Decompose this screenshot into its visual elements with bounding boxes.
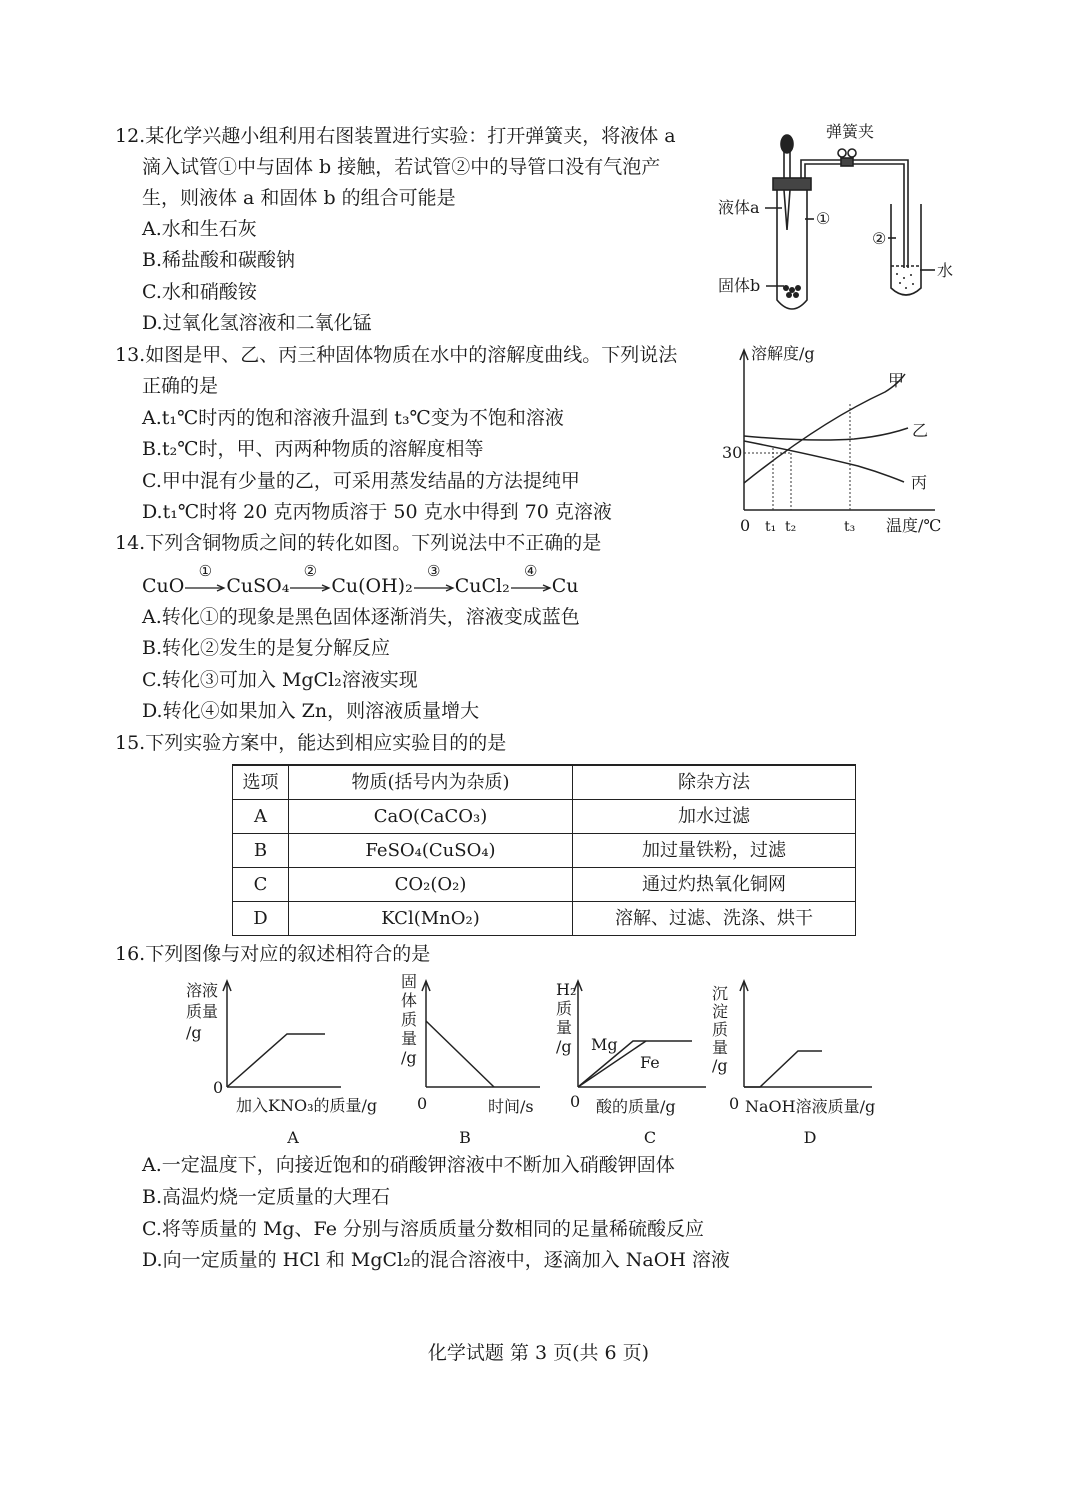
q16b-ylabel-3: 质 [401,1010,418,1029]
q12-option-c: C.水和硝酸铵 [142,281,257,303]
q16d-letter: D [803,1128,817,1147]
arrow-3-number: ③ [426,562,441,580]
q14-option-d: D.转化④如果加入 Zn，则溶液质量增大 [142,700,480,722]
cell-option: B [233,834,289,868]
q13-option-c: C.甲中混有少量的乙，可采用蒸发结晶的方法提纯甲 [142,470,580,492]
q16c-fe-label: Fe [640,1053,660,1072]
cell-method: 溶解、过滤、洗涤、烘干 [573,902,856,936]
q12-solid-label: 固体b [718,276,761,295]
chain-cuo: CuO [142,575,185,597]
cell-option: D [233,902,289,936]
q16c-ylabel-4: /g [556,1037,572,1056]
q16b-ylabel-4: 量 [401,1029,418,1048]
cell-substance: CaO(CaCO₃) [289,800,573,834]
q16c-letter: C [643,1128,657,1147]
q14-option-a: A.转化①的现象是黑色固体逐渐消失，溶液变成蓝色 [142,606,580,628]
table-row [233,868,856,902]
q16a-ylabel-3: /g [186,1023,202,1042]
chain-cu: Cu [551,575,579,597]
q16-stem: 16.下列图像与对应的叙述相符合的是 [115,943,431,965]
page-footer: 化学试题 第 3 页(共 6 页) [427,1342,650,1364]
q16a-ylabel-2: 质量 [186,1002,219,1021]
q12-stem-line3: 生，则液体 a 和固体 b 的组合可能是 [142,187,456,209]
q12-option-b: B.稀盐酸和碳酸钠 [142,249,296,271]
q16a-xlabel: 加入KNO₃的质量/g [236,1096,378,1115]
cell-method: 加水过滤 [573,800,856,834]
q13-bing-label: 丙 [911,473,928,492]
q16-option-d: D.向一定质量的 HCl 和 MgCl₂的混合溶液中，逐滴加入 NaOH 溶液 [142,1249,730,1271]
q16c-mg-label: Mg [591,1035,618,1054]
q16a-origin: 0 [213,1078,224,1097]
cell-option: A [233,800,289,834]
arrow-4-number: ④ [524,562,538,580]
table-row [233,902,856,936]
q12-liquid-label: 液体a [718,198,760,217]
q13-xlabel: 温度/℃ [886,516,942,535]
q16-graph-c [566,975,716,1095]
q16b-letter: B [459,1128,471,1147]
header-substance: 物质(括号内为杂质) [289,765,573,800]
q12-tube2-label: ② [872,229,887,248]
q16b-origin: 0 [417,1094,428,1113]
curve-bing [744,441,904,482]
q16b-ylabel-1: 固 [401,972,418,991]
chain-cucl2: CuCl₂ [454,575,510,597]
q13-stem-line1: 13.如图是甲、乙、丙三种固体物质在水中的溶解度曲线。下列说法 [115,344,678,366]
table-header-row [233,765,856,800]
q12-stem-line2: 滴入试管①中与固体 b 接触，若试管②中的导管口没有气泡产 [142,156,661,178]
cell-option: C [233,868,289,902]
q13-option-b: B.t₂℃时，甲、丙两种物质的溶解度相等 [142,438,484,460]
cell-substance: CO₂(O₂) [289,868,573,902]
q16c-xlabel: 酸的质量/g [596,1097,676,1116]
header-method: 除杂方法 [573,765,856,800]
cell-substance: KCl(MnO₂) [289,902,573,936]
q13-jia-label: 甲 [888,371,905,390]
q16-option-c: C.将等质量的 Mg、Fe 分别与溶质质量分数相同的足量稀硫酸反应 [142,1218,704,1240]
chain-cuoh2: Cu(OH)₂ [331,575,413,597]
cell-method: 通过灼热氧化铜网 [573,868,856,902]
q12-water-label: 水 [937,261,954,280]
curve-jia [744,374,905,483]
chain-cuso4: CuSO₄ [226,575,290,597]
q16d-ylabel-4: 量 [712,1038,729,1057]
q16-graph-d [732,975,882,1095]
q14-reaction-chain [142,562,579,601]
table-row [233,800,856,834]
q16b-xlabel: 时间/s [488,1097,534,1116]
arrow-2 [289,562,331,596]
q13-option-d: D.t₁℃时将 20 克丙物质溶于 50 克水中得到 70 克溶液 [142,501,612,523]
q12-tube1-label: ① [816,209,831,228]
q15-table [232,764,856,936]
q16-graph-a [215,975,345,1095]
q16c-origin: 0 [570,1092,581,1111]
q14-stem: 14.下列含铜物质之间的转化如图。下列说法中不正确的是 [115,532,602,554]
cell-substance: FeSO₄(CuSO₄) [289,834,573,868]
q16c-ylabel-2: 质 [556,999,573,1018]
curve-yi [744,428,908,440]
q15-stem: 15.下列实验方案中，能达到相应实验目的的是 [115,732,507,754]
arrow-1-number: ① [198,562,213,580]
q16-graph-b [414,975,544,1095]
q16c-ylabel-3: 量 [556,1018,573,1037]
table-row [233,834,856,868]
arrow-1 [184,562,226,596]
q12-option-a: A.水和生石灰 [142,218,257,240]
arrow-4 [510,562,552,596]
arrow-3 [413,562,455,596]
q12-option-d: D.过氧化氢溶液和二氧化锰 [142,312,372,334]
q16b-ylabel-5: /g [401,1048,417,1067]
arrow-2-number: ② [303,562,318,580]
q12-clip-label: 弹簧夹 [826,122,875,141]
q13-origin: 0 [740,516,751,535]
q13-option-a: A.t₁℃时丙的饱和溶液升温到 t₃℃变为不饱和溶液 [142,407,564,429]
q16d-ylabel-3: 质 [712,1020,729,1039]
q16b-ylabel-2: 体 [401,991,418,1010]
q12-stem-line1: 12.某化学兴趣小组利用右图装置进行实验：打开弹簧夹，将液体 a [115,125,676,147]
q16d-xlabel: NaOH溶液质量/g [745,1097,876,1116]
q13-ylabel: 溶解度/g [751,344,815,363]
q13-y30-label: 30 [722,443,743,462]
q16d-ylabel-1: 沉 [712,984,729,1003]
q16a-letter: A [287,1128,299,1147]
q13-yi-label: 乙 [912,421,929,440]
q14-option-c: C.转化③可加入 MgCl₂溶液实现 [142,669,418,691]
header-option: 选项 [233,765,289,800]
cell-method: 加过量铁粉，过滤 [573,834,856,868]
q16c-ylabel-1: H₂ [556,980,577,999]
q14-option-b: B.转化②发生的是复分解反应 [142,637,391,659]
q13-t2-label: t₂ [785,519,797,535]
q13-t3-label: t₃ [844,519,856,535]
q16a-ylabel-1: 溶液 [186,981,219,1000]
q16-option-b: B.高温灼烧一定质量的大理石 [142,1186,391,1208]
q16-option-a: A.一定温度下，向接近饱和的硝酸钾溶液中不断加入硝酸钾固体 [142,1154,675,1176]
q13-t1-label: t₁ [765,519,777,535]
q16d-origin: 0 [729,1094,740,1113]
q16d-ylabel-5: /g [712,1056,728,1075]
q16d-ylabel-2: 淀 [712,1002,729,1021]
q13-stem-line2: 正确的是 [142,375,219,397]
